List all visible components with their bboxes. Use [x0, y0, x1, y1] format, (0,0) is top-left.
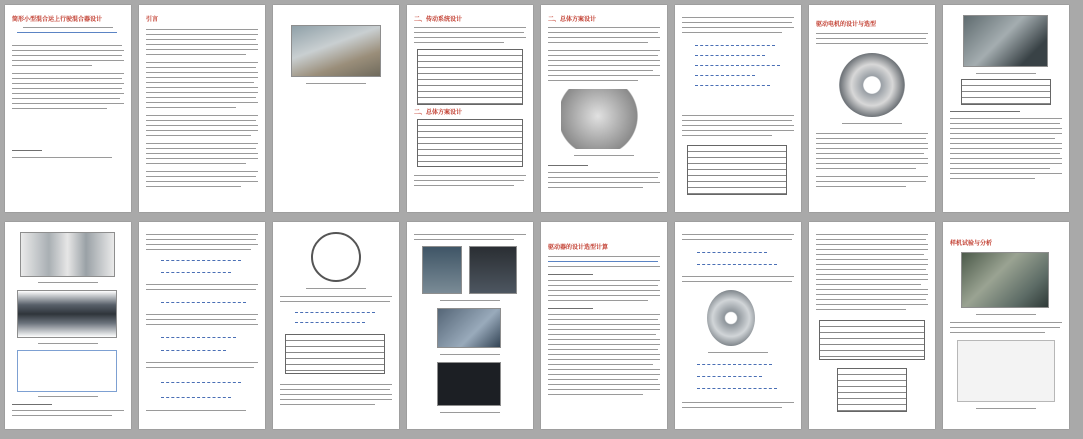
- text-line: [816, 148, 928, 149]
- text-line: [548, 300, 648, 301]
- subtitle-line: [23, 27, 113, 28]
- text-line: [12, 45, 122, 46]
- text-line: [146, 130, 258, 131]
- text-line: [146, 181, 258, 182]
- text-line: [548, 359, 660, 360]
- text-line: [146, 29, 258, 30]
- text-line: [12, 108, 107, 109]
- text-line: [146, 176, 256, 177]
- text-line: [816, 259, 928, 260]
- caption-line: [440, 300, 500, 301]
- page-4[interactable]: [407, 5, 533, 212]
- text-line: [816, 168, 916, 169]
- text-line: [548, 369, 660, 370]
- text-line: [950, 138, 1055, 139]
- text-line: [682, 120, 792, 121]
- text-line: [816, 163, 928, 164]
- text-line: [816, 294, 928, 295]
- text-line: [682, 407, 782, 408]
- text-line: [816, 264, 928, 265]
- text-line: [950, 128, 1062, 129]
- assembly-drawing: [17, 350, 117, 392]
- keyword-line: [12, 150, 42, 151]
- text-line: [950, 118, 1062, 119]
- prototype-photo: [961, 252, 1049, 308]
- author-line: [17, 32, 117, 33]
- formula-line: [697, 364, 772, 365]
- text-line: [12, 157, 112, 158]
- caption-line: [976, 408, 1036, 409]
- display-screen-photo: [437, 362, 501, 406]
- text-line: [682, 276, 794, 277]
- text-line: [146, 314, 258, 315]
- formula-line: [697, 252, 767, 253]
- text-line: [548, 384, 660, 385]
- text-line: [682, 130, 794, 131]
- text-line: [816, 138, 926, 139]
- wheel-diagram: [311, 232, 361, 282]
- text-line: [146, 319, 256, 320]
- caption-line: [38, 282, 98, 283]
- formula-line: [161, 272, 231, 273]
- text-line: [146, 186, 241, 187]
- formula-line: [161, 397, 231, 398]
- text-line: [548, 280, 660, 281]
- text-line: [548, 172, 660, 173]
- formula-line: [161, 260, 241, 261]
- formula-line: [695, 65, 780, 66]
- formula-line: [697, 264, 777, 265]
- text-line: [146, 153, 258, 154]
- formula-line: [161, 302, 246, 303]
- text-line: [548, 42, 648, 43]
- caption-line: [842, 123, 902, 124]
- text-line: [548, 187, 643, 188]
- text-line: [816, 186, 906, 187]
- text-line: [548, 354, 660, 355]
- text-line: [280, 394, 392, 395]
- text-line: [682, 27, 794, 28]
- text-line: [816, 269, 926, 270]
- text-line: [548, 394, 643, 395]
- text-line: [414, 37, 526, 38]
- text-line: [950, 168, 1050, 169]
- text-line: [146, 284, 258, 285]
- text-line: [12, 98, 120, 99]
- page-8[interactable]: [943, 5, 1069, 212]
- section-line: [548, 308, 593, 309]
- formula-line: [295, 312, 375, 313]
- text-line: [816, 234, 928, 235]
- text-line: [950, 158, 1062, 159]
- text-line: [146, 163, 246, 164]
- text-line: [146, 102, 258, 103]
- text-line: [12, 415, 112, 416]
- text-line: [548, 55, 658, 56]
- formula-line: [695, 75, 755, 76]
- parameter-table: [837, 368, 907, 412]
- text-line: [816, 239, 926, 240]
- page-1[interactable]: [5, 5, 131, 212]
- text-line: [682, 115, 794, 116]
- text-line: [950, 153, 1060, 154]
- section-line: [950, 111, 1020, 112]
- text-line: [12, 93, 124, 94]
- page-15[interactable]: [809, 222, 935, 429]
- text-line: [414, 234, 526, 235]
- text-line: [548, 339, 660, 340]
- text-line: [280, 404, 375, 405]
- text-line: [816, 43, 928, 44]
- text-line: [146, 107, 236, 108]
- text-line: [950, 178, 1035, 179]
- text-line: [12, 55, 122, 56]
- text-line: [146, 239, 256, 240]
- text-line: [548, 32, 658, 33]
- motor-assembly-photo: [437, 308, 501, 348]
- text-line: [146, 87, 258, 88]
- formula-line: [695, 85, 770, 86]
- text-line: [816, 279, 928, 280]
- text-line: [548, 70, 653, 71]
- text-line: [950, 327, 1060, 328]
- text-line: [816, 133, 928, 134]
- text-line: [816, 176, 928, 177]
- page-13[interactable]: [541, 222, 667, 429]
- text-line: [12, 410, 124, 411]
- text-line: [950, 143, 1062, 144]
- disc-part-model: [707, 290, 755, 346]
- text-line: [950, 322, 1062, 323]
- text-line: [146, 62, 258, 63]
- formula-line: [697, 388, 777, 389]
- text-line: [414, 185, 514, 186]
- page-2[interactable]: [139, 5, 265, 212]
- formula-line: [295, 322, 365, 323]
- text-line: [548, 182, 660, 183]
- page-5[interactable]: [541, 5, 667, 212]
- text-line: [146, 34, 258, 35]
- text-line: [548, 374, 660, 375]
- text-line: [146, 39, 256, 40]
- parameter-table: [819, 320, 925, 360]
- text-line: [682, 402, 794, 403]
- section-line: [548, 165, 588, 166]
- page-heading: 二、传动系统设计: [414, 16, 463, 23]
- text-line: [146, 97, 256, 98]
- page-12[interactable]: [407, 222, 533, 429]
- text-line: [548, 50, 660, 51]
- caption-line: [38, 343, 98, 344]
- text-line: [816, 249, 928, 250]
- parameter-table: [417, 119, 523, 167]
- text-line: [146, 115, 258, 116]
- text-line: [548, 319, 658, 320]
- text-line: [816, 309, 906, 310]
- text-line: [682, 22, 792, 23]
- page-6[interactable]: [675, 5, 801, 212]
- text-line: [548, 75, 660, 76]
- text-line: [682, 135, 772, 136]
- wheel-motor-model: [839, 53, 905, 117]
- text-line: [816, 274, 928, 275]
- test-rig-photo: [963, 15, 1048, 67]
- text-line: [280, 399, 392, 400]
- shaft-model: [17, 290, 117, 338]
- caption-line: [574, 155, 634, 156]
- driver-board-photo: [469, 246, 517, 294]
- caption-line: [306, 83, 366, 84]
- motor-controller-photo: [422, 246, 462, 294]
- text-line: [146, 362, 258, 363]
- text-line: [146, 135, 251, 136]
- text-line: [280, 384, 392, 385]
- text-line: [146, 44, 258, 45]
- text-line: [816, 158, 928, 159]
- text-line: [816, 284, 921, 285]
- test-layout-diagram: [957, 340, 1055, 402]
- text-line: [548, 65, 660, 66]
- text-line: [548, 344, 660, 345]
- text-line: [414, 27, 526, 28]
- text-line: [950, 148, 1062, 149]
- text-line: [682, 239, 792, 240]
- text-line: [12, 65, 92, 66]
- text-line: [548, 329, 660, 330]
- caption-line: [38, 396, 98, 397]
- text-line: [414, 42, 504, 43]
- formula-line: [161, 337, 236, 338]
- text-line: [12, 88, 122, 89]
- text-line: [146, 148, 256, 149]
- text-line: [414, 180, 524, 181]
- text-line: [414, 175, 526, 176]
- caption-line: [440, 354, 500, 355]
- caption-line: [708, 352, 768, 353]
- text-line: [548, 290, 660, 291]
- caption-line: [440, 412, 500, 413]
- text-line: [146, 82, 254, 83]
- gearbox-diagram: [20, 232, 115, 277]
- text-line: [548, 80, 638, 81]
- text-line: [682, 32, 782, 33]
- link-line: [548, 261, 658, 262]
- text-line: [816, 153, 924, 154]
- page-9[interactable]: [5, 222, 131, 429]
- page-7[interactable]: [809, 5, 935, 212]
- text-line: [146, 289, 256, 290]
- text-line: [548, 285, 658, 286]
- page-16[interactable]: [943, 222, 1069, 429]
- text-line: [146, 49, 258, 50]
- text-line: [548, 295, 660, 296]
- text-line: [816, 254, 924, 255]
- text-line: [146, 410, 246, 411]
- text-line: [146, 367, 254, 368]
- text-line: [682, 125, 794, 126]
- page-heading: 筒形小型混合运上行驶混合器设计: [12, 16, 103, 23]
- text-line: [146, 125, 258, 126]
- text-line: [12, 103, 124, 104]
- text-line: [816, 143, 928, 144]
- text-line: [548, 177, 658, 178]
- text-line: [816, 304, 928, 305]
- parameter-table: [961, 79, 1051, 105]
- parameter-table: [687, 145, 787, 195]
- text-line: [548, 334, 656, 335]
- formula-line: [695, 45, 775, 46]
- text-line: [548, 60, 660, 61]
- page-14[interactable]: [675, 222, 801, 429]
- text-line: [816, 299, 926, 300]
- text-line: [146, 143, 258, 144]
- text-line: [682, 281, 792, 282]
- text-line: [816, 33, 928, 34]
- text-line: [950, 133, 1062, 134]
- page-3[interactable]: [273, 5, 399, 212]
- formula-line: [161, 350, 226, 351]
- text-line: [548, 349, 658, 350]
- text-line: [414, 32, 524, 33]
- text-line: [548, 379, 658, 380]
- section-line: [548, 274, 593, 275]
- text-line: [146, 54, 246, 55]
- text-line: [146, 92, 258, 93]
- text-line: [280, 389, 390, 390]
- text-line: [146, 72, 258, 73]
- text-line: [146, 158, 258, 159]
- text-line: [548, 364, 653, 365]
- text-line: [682, 17, 794, 18]
- page-10[interactable]: [139, 222, 265, 429]
- text-line: [146, 249, 251, 250]
- text-line: [548, 266, 660, 267]
- parameter-table: [285, 334, 385, 374]
- parameter-table: [417, 49, 523, 105]
- text-line: [146, 67, 256, 68]
- text-line: [548, 37, 660, 38]
- text-line: [146, 234, 258, 235]
- page-heading: 二、总体方案设计: [548, 16, 597, 23]
- page-subheading: 二、总体方案设计: [414, 109, 463, 116]
- section-line: [12, 404, 52, 405]
- text-line: [280, 296, 392, 297]
- caption-line: [976, 314, 1036, 315]
- text-line: [950, 123, 1060, 124]
- mountain-road-photo: [291, 25, 381, 77]
- text-line: [816, 181, 926, 182]
- text-line: [146, 244, 258, 245]
- text-line: [950, 332, 1045, 333]
- machine-3d-model: [561, 89, 643, 149]
- text-line: [816, 289, 928, 290]
- text-line: [548, 389, 660, 390]
- page-heading: 驱动器的设计选型计算: [548, 244, 609, 251]
- text-line: [280, 301, 390, 302]
- text-line: [548, 324, 660, 325]
- formula-line: [161, 382, 241, 383]
- text-line: [146, 171, 258, 172]
- page-heading: 引言: [146, 16, 159, 23]
- text-line: [146, 77, 258, 78]
- text-line: [548, 256, 660, 257]
- text-line: [12, 78, 122, 79]
- page-heading: 驱动电机的设计与选型: [816, 21, 877, 28]
- caption-line: [306, 288, 366, 289]
- text-line: [950, 163, 1062, 164]
- page-heading: 样机试验与分析: [950, 240, 993, 247]
- text-line: [682, 234, 794, 235]
- text-line: [12, 60, 124, 61]
- text-line: [950, 173, 1062, 174]
- formula-line: [695, 55, 765, 56]
- text-line: [12, 83, 124, 84]
- formula-line: [697, 376, 762, 377]
- text-line: [816, 244, 928, 245]
- text-line: [146, 120, 256, 121]
- text-line: [548, 314, 660, 315]
- text-line: [548, 27, 660, 28]
- caption-line: [976, 73, 1036, 74]
- text-line: [816, 38, 926, 39]
- text-line: [414, 239, 514, 240]
- text-line: [12, 73, 124, 74]
- page-11[interactable]: [273, 222, 399, 429]
- text-line: [12, 50, 124, 51]
- text-line: [146, 324, 258, 325]
